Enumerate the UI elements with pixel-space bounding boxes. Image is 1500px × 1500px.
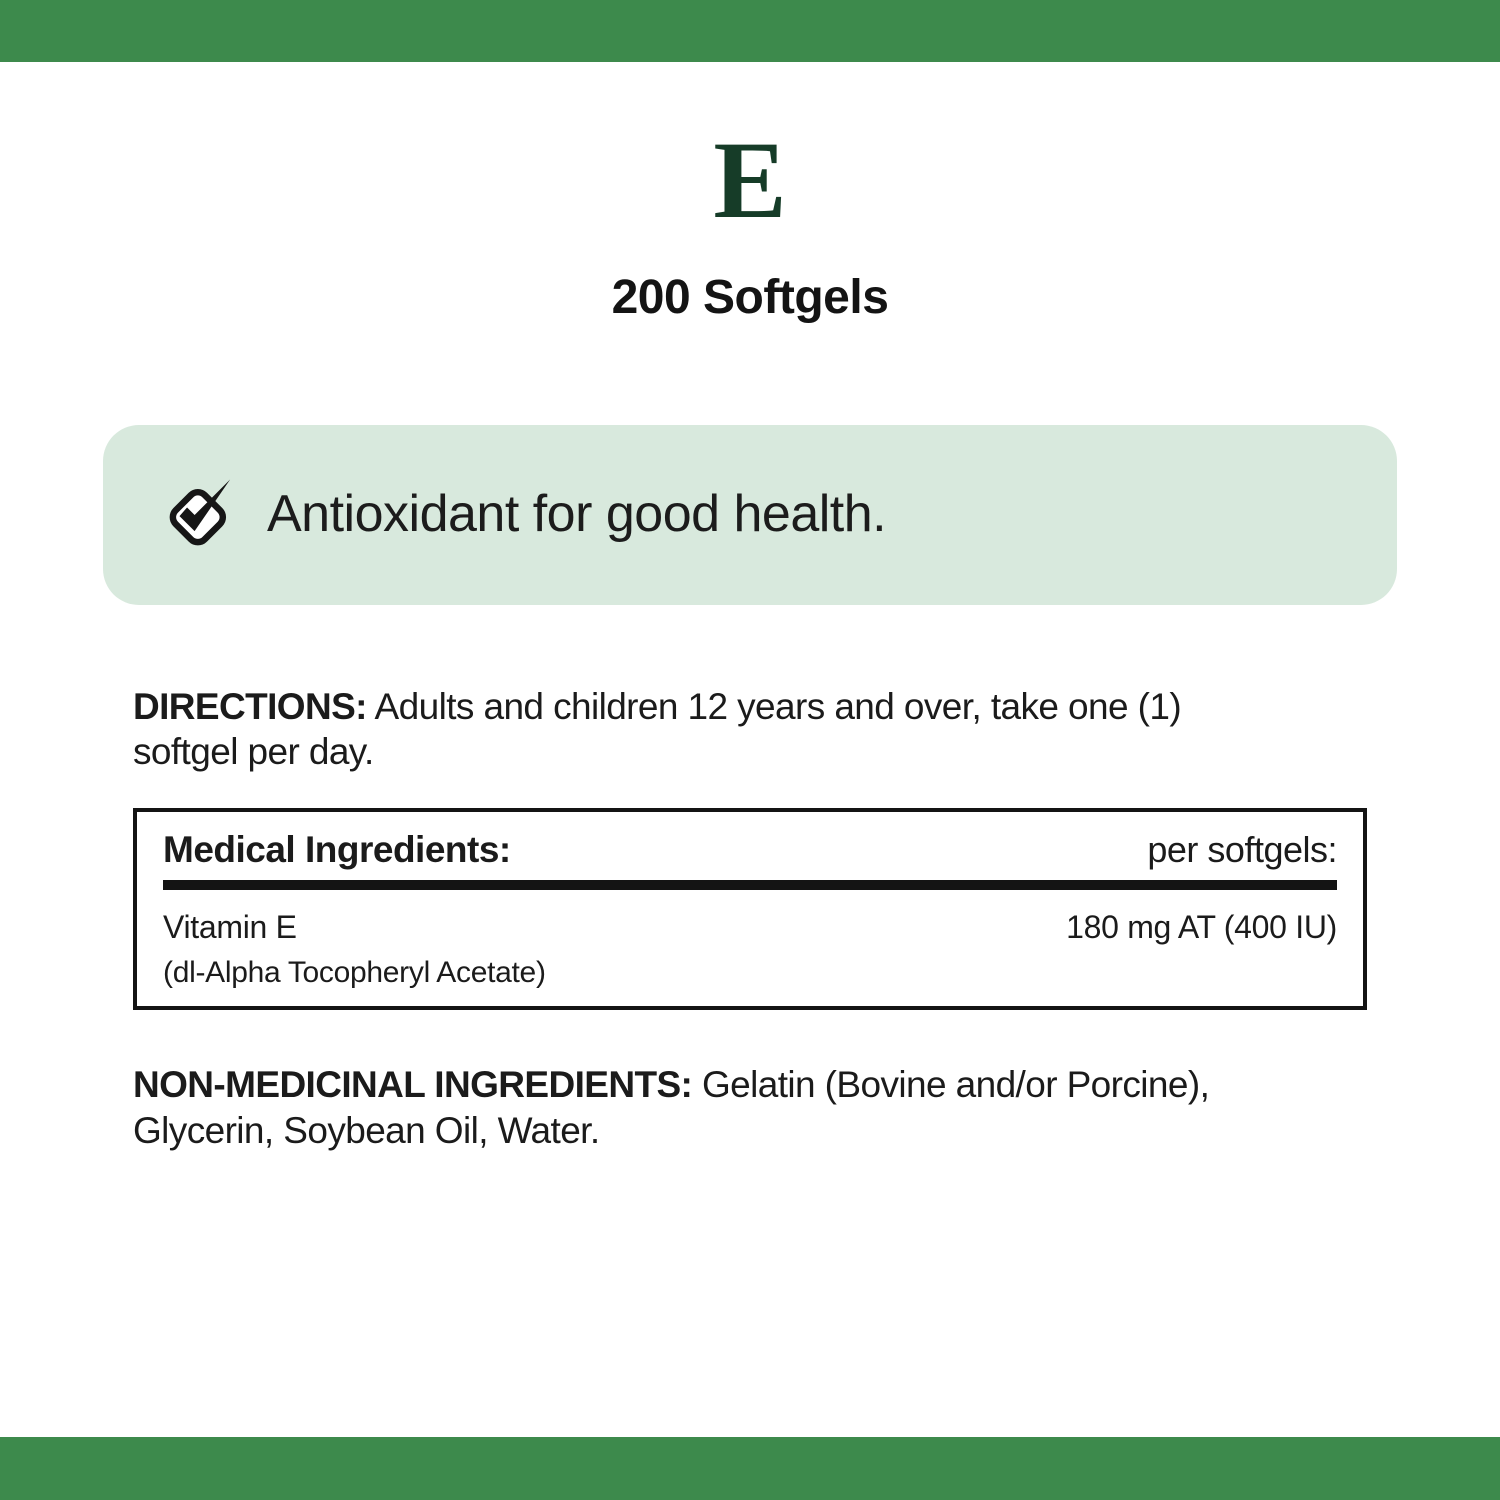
ingredient-amount: 180 mg AT (400 IU) xyxy=(1066,909,1337,945)
medical-ingredients-heading: Medical Ingredients: xyxy=(163,829,511,870)
ingredients-header-row xyxy=(163,830,1337,870)
per-softgels-heading: per softgels: xyxy=(1147,829,1337,870)
directions-paragraph xyxy=(133,684,1367,774)
check-diamond-icon xyxy=(159,474,241,556)
non-medicinal-paragraph xyxy=(133,1062,1367,1154)
benefit-box xyxy=(103,425,1397,605)
directions-label: DIRECTIONS: xyxy=(133,686,367,727)
medical-ingredients-box xyxy=(133,808,1367,1010)
table-row xyxy=(163,910,1337,944)
ingredient-subname: (dl-Alpha Tocopheryl Acetate) xyxy=(163,956,546,989)
directions-line1: Adults and children 12 years and over, take one (1) xyxy=(374,686,1182,727)
top-green-bar xyxy=(0,0,1500,62)
benefit-text: Antioxidant for good health. xyxy=(267,485,887,544)
softgel-count: 200 Softgels xyxy=(611,271,889,324)
non-medicinal-line2: Glycerin, Soybean Oil, Water. xyxy=(133,1110,600,1151)
bottom-green-bar xyxy=(0,1437,1500,1500)
non-medicinal-line1: Gelatin (Bovine and/or Porcine), xyxy=(701,1064,1210,1105)
ingredient-name: Vitamin E xyxy=(163,909,297,945)
non-medicinal-label: NON-MEDICINAL INGREDIENTS: xyxy=(133,1064,693,1105)
directions-line2: softgel per day. xyxy=(133,731,374,772)
vitamin-letter: E xyxy=(713,119,787,241)
thick-divider-rule xyxy=(163,880,1337,890)
